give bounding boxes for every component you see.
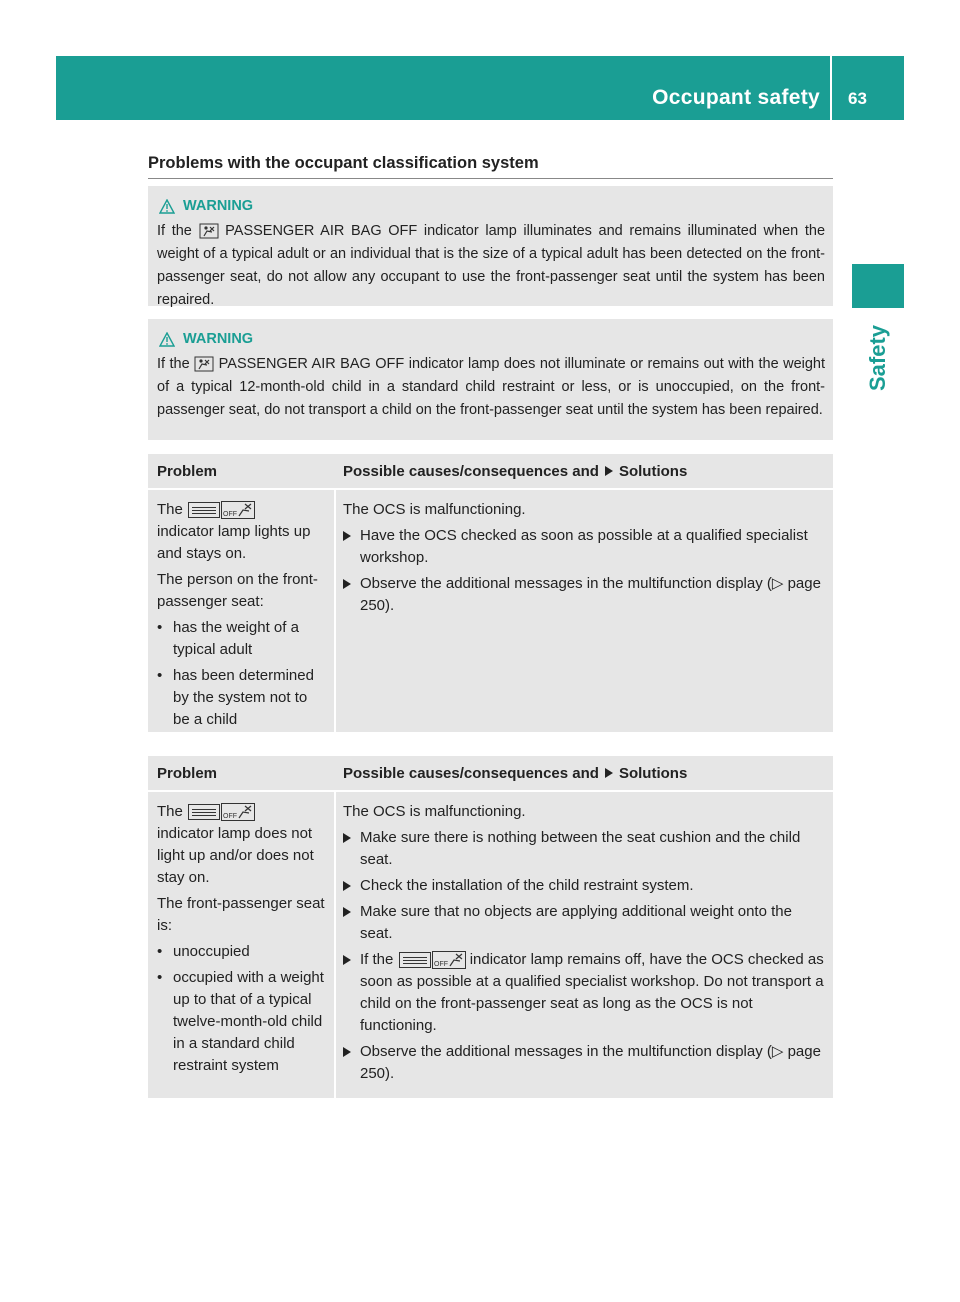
- arrow-right-icon: [605, 466, 613, 476]
- arrow-right-icon: [343, 579, 351, 589]
- bullet-text: occupied with a weight up to that of a typical twelve-month-old child in a standard child restraint system: [173, 969, 324, 1074]
- bullet-icon: •: [157, 969, 163, 986]
- warning-triangle-icon: [159, 199, 175, 214]
- warning-header: [157, 331, 825, 347]
- header-divider: [830, 56, 832, 120]
- warning-title: WARNING: [183, 198, 254, 214]
- solution-step: [343, 525, 826, 569]
- table-row: [148, 490, 833, 732]
- step-text: Observe the additional messages in the multifunction display (▷ page 250).: [360, 575, 821, 614]
- problem-text: indicator lamp lights up and stays on.: [157, 523, 311, 562]
- problem-intro: The front-passenger seat is:: [157, 895, 325, 934]
- table-header-row: [148, 756, 833, 792]
- problem-description: [157, 801, 328, 889]
- solution-step: [343, 827, 826, 871]
- solution-step: [343, 573, 826, 617]
- col-header-solutions-label: Solutions: [618, 764, 688, 782]
- svg-text:OFF: OFF: [223, 813, 238, 821]
- warning-text-body: PASSENGER AIR BAG OFF indicator lamp illuminates and remains illuminated when the weight of a typical adult or an individual that is the size of a typical adult has been detected on the front-passenger seat, do not allow any occupant to use the front-passenger seat until the system has been repaired.: [157, 223, 826, 308]
- problem-cell: [148, 490, 334, 732]
- step-text: Check the installation of the child restraint system.: [360, 877, 694, 894]
- arrow-right-icon: [343, 531, 351, 541]
- arrow-right-icon: [343, 907, 351, 917]
- arrow-right-icon: [605, 768, 613, 778]
- airbag-off-icon: [194, 356, 214, 372]
- col-header-problem: Problem: [157, 764, 218, 782]
- table-header-row: [148, 454, 833, 490]
- section-heading: Problems with the occupant classification system: [148, 154, 539, 172]
- step-text: [360, 949, 826, 1037]
- solution-step: [343, 875, 826, 897]
- bullet-text: has the weight of a typical adult: [173, 619, 299, 658]
- airbag-off-icon: [221, 501, 255, 519]
- warning-header: [157, 198, 825, 214]
- page-number: 63: [848, 89, 867, 108]
- warning-text-lead: If the: [157, 223, 192, 239]
- side-tab-marker: [852, 264, 904, 308]
- header-bar: [56, 56, 904, 120]
- list-item: [157, 941, 328, 963]
- list-item: [157, 665, 328, 731]
- solution-step: [343, 949, 826, 1037]
- bullet-icon: •: [157, 619, 163, 636]
- passenger-airbag-icon: [399, 952, 431, 968]
- svg-text:OFF: OFF: [223, 511, 238, 519]
- solution-step: [343, 1041, 826, 1085]
- step-text: Make sure that no objects are applying additional weight onto the seat.: [360, 903, 792, 942]
- airbag-off-icon: [221, 803, 255, 821]
- cause-text: The OCS is malfunctioning.: [343, 501, 526, 518]
- step-text-lead: If the: [360, 951, 394, 968]
- passenger-airbag-icon: [188, 804, 220, 820]
- step-text: Have the OCS checked as soon as possible at a qualified specialist workshop.: [360, 527, 808, 566]
- table-row: [148, 792, 833, 1098]
- problem-table-2: [148, 756, 833, 1098]
- step-text-body: indicator lamp remains off, have the OCS checked as soon as possible at a qualified specialist workshop. Do not transport a child on the front-passenger seat as long as the OCS is not functioning.: [360, 951, 824, 1034]
- arrow-right-icon: [343, 1047, 351, 1057]
- warning-triangle-icon: [159, 332, 175, 347]
- bullet-icon: •: [157, 667, 163, 684]
- bullet-icon: •: [157, 943, 163, 960]
- warning-text: [157, 353, 825, 422]
- problem-table-1: [148, 454, 833, 732]
- problem-intro: The person on the front-passenger seat:: [157, 571, 318, 610]
- col-header-solutions: [336, 765, 687, 782]
- bullet-text: unoccupied: [173, 943, 250, 960]
- airbag-off-icon: [432, 951, 466, 969]
- bullet-text: has been determined by the system not to be a child: [173, 667, 314, 728]
- problem-description: [157, 499, 328, 565]
- cause-text: The OCS is malfunctioning.: [343, 803, 526, 820]
- solution-cell: [336, 792, 833, 1098]
- problem-lead: The: [157, 501, 183, 518]
- problem-text: indicator lamp does not light up and/or does not stay on.: [157, 825, 314, 886]
- warning-box-1: [148, 186, 833, 306]
- col-header-solutions: [336, 463, 687, 480]
- section-divider: [148, 178, 833, 179]
- arrow-right-icon: [343, 881, 351, 891]
- arrow-right-icon: [343, 833, 351, 843]
- svg-text:OFF: OFF: [433, 961, 448, 969]
- step-text: Make sure there is nothing between the seat cushion and the child seat.: [360, 829, 801, 868]
- problem-cell: [148, 792, 334, 1098]
- warning-text-body: PASSENGER AIR BAG OFF indicator lamp does not illuminate or remains out with the weight of a typical 12-month-old child in a standard child restraint or less, or is unoccupied, on the front-passenger seat, do not transport a child on the front-passenger seat until the system has been repaired.: [157, 356, 826, 418]
- col-header-causes: Possible causes/consequences and: [343, 462, 599, 480]
- list-item: [157, 967, 328, 1077]
- airbag-off-icon: [199, 223, 219, 239]
- side-tab-label: Safety: [865, 324, 890, 392]
- col-header-solutions-label: Solutions: [618, 462, 688, 480]
- warning-text: [157, 220, 825, 312]
- solution-cell: [336, 490, 833, 732]
- col-header-causes: Possible causes/consequences and: [343, 764, 599, 782]
- arrow-right-icon: [343, 955, 351, 965]
- problem-lead: The: [157, 803, 183, 820]
- passenger-airbag-icon: [188, 502, 220, 518]
- solution-step: [343, 901, 826, 945]
- list-item: [157, 617, 328, 661]
- col-header-problem: Problem: [157, 462, 218, 480]
- step-text: Observe the additional messages in the multifunction display (▷ page 250).: [360, 1043, 821, 1082]
- warning-title: WARNING: [183, 331, 254, 347]
- chapter-title: Occupant safety: [652, 86, 820, 109]
- warning-box-2: [148, 319, 833, 440]
- warning-text-lead: If the: [157, 356, 190, 372]
